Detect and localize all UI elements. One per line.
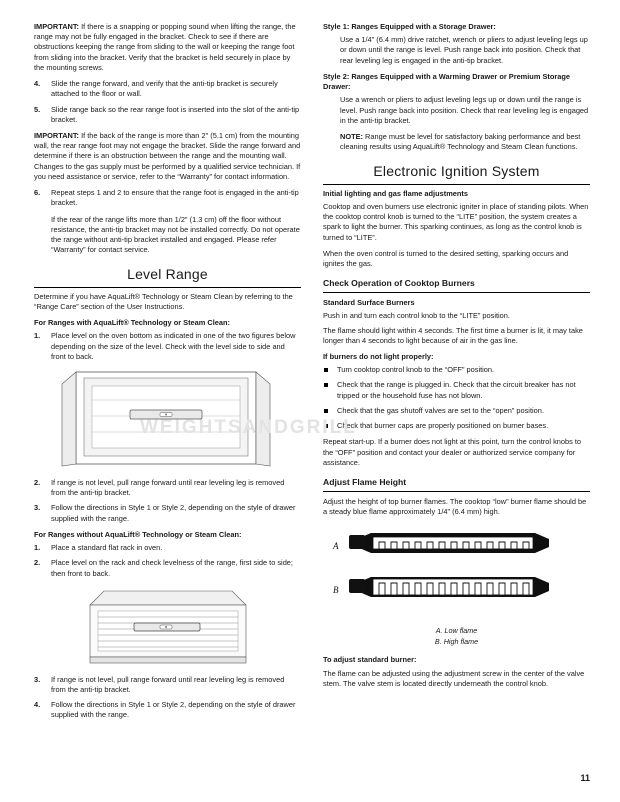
svg-text:A: A (333, 541, 339, 552)
style1-text: Use a 1/4" (6.4 mm) drive ratchet, wrench or pliers to adjust leveling legs up or down until the range is level. Push range back into position. Check that rear leveling leg is engaged in the anti-tip bracket. (340, 35, 588, 65)
steps-list-c (34, 331, 301, 362)
bullet-square-icon (324, 368, 328, 372)
burners-not-light-heading: If burners do not light properly: (323, 351, 434, 361)
list-item (34, 503, 301, 523)
list-item (323, 365, 590, 375)
oven-level-diagram-2 (34, 585, 301, 667)
step-number: 6. (34, 188, 41, 198)
watermark: WEIGHTSANDGRILL (140, 417, 357, 438)
page-number: 11 (580, 772, 590, 783)
step-number: 2. (34, 478, 41, 487)
standard-burners-p2: The flame should light within 4 seconds. The first time a burner is lit, it may take longer than 4 seconds to light because of air in the gas line. (323, 325, 583, 345)
bullet-square-icon (324, 383, 328, 387)
important-text-1: If there is a snapping or popping sound when lifting the range, the range may not be fully engaged in the bracket. Check to see if there are obstructions keeping the range from sliding to the wall or keeping the range foot from sliding into the bracket. Verify that the bracket is held securely in place by the mounting screws. (34, 22, 296, 72)
steps-list-a (34, 79, 301, 125)
style2-heading: Style 2: Ranges Equipped with a Warming Drawer or Premium Storage Drawer: (323, 71, 570, 92)
list-item (34, 105, 301, 125)
step-text: Follow the directions in Style 1 or Style 2, depending on the style of drawer supplied with the range. (51, 503, 296, 523)
steps-list-d (34, 478, 301, 524)
list-item (34, 558, 301, 578)
step-text: Slide the range forward, and verify that the anti-tip bracket is securely attached to the floor or wall. (51, 79, 278, 99)
initial-lighting-heading: Initial lighting and gas flame adjustments (323, 188, 468, 198)
right-column (323, 22, 590, 727)
oven-level-diagram-1 (34, 370, 301, 468)
initial-lighting-p2: When the oven control is turned to the desired setting, sparking occurs and ignites the gas. (323, 248, 569, 269)
adjust-standard-burner-heading: To adjust standard burner: (323, 655, 417, 665)
figure-caption-low-flame: A. Low flame (435, 626, 478, 636)
restart-paragraph: Repeat start-up. If a burner does not light at this point, turn the control knobs to the “OFF” position and contact your dealer or authorized service company for assistance. (323, 437, 582, 467)
list-item (323, 406, 590, 416)
step-number: 5. (34, 104, 41, 114)
list-item (34, 700, 301, 720)
step-number: 3. (34, 503, 41, 513)
svg-text:B: B (333, 585, 339, 596)
step-number: 1. (34, 543, 41, 553)
bullet-text: Check that the range is plugged in. Check that the circuit breaker has not tripped or the household fuse has not blown. (337, 380, 576, 400)
important-text-2: If the back of the range is more than 2" (5.1 cm) from the mounting wall, the rear range foot may not engage the bracket. Slide the range forward and determine if there is an obstruction between the range and the mounting wall. Changes to the gas supply must be performed by a qualified service technician. If you need assistance or service, refer to the “Warranty” for contact information. (34, 130, 301, 181)
burner-flame-figure (323, 523, 590, 622)
level-range-intro: Determine if you have AquaLift® Technology or Steam Clean by referring to the “Range Care” section of the User Instructions. (34, 291, 293, 311)
oven-level-figure-2 (34, 585, 301, 667)
step-text: Place a standard flat rack in oven. (51, 543, 163, 553)
burner-flame-diagram (323, 523, 590, 619)
note-after-step-6: If the rear of the range lifts more than 1/2" (1.3 cm) off the floor without resistance, the anti-tip bracket may not be installed correctly. Do not operate the range without anti-tip bracket installed and engaged. Please refer “Warranty” for contact service. (51, 214, 300, 255)
style2-text: Use a wrench or pliers to adjust leveling legs up or down until the range is level. Push range back into position. Check that rear leveling leg is engaged in the anti-tip bracket. (340, 95, 589, 125)
list-item (34, 188, 301, 208)
step-text: Follow the directions in Style 1 or Style 2, depending on the style of drawer supplied with the range. (51, 700, 296, 720)
important-label-1: IMPORTANT: (34, 22, 80, 31)
note-text: Range must be level for satisfactory baking performance and best cleaning results using AquaLift® Technology and Steam Clean functions. (340, 131, 581, 152)
section-title-level-range: Level Range (34, 265, 301, 287)
important-label-2: IMPORTANT: (34, 130, 80, 140)
step-text: If range is not level, pull range forward until rear leveling leg is removed from the anti-tip bracket. (51, 674, 285, 694)
step-number: 1. (34, 331, 41, 341)
list-item (323, 380, 590, 400)
steps-list-e (34, 543, 301, 579)
step-text: Place level on the oven bottom as indicated in one of the two figures below depending on the size of the level. Check with the level side to side and front to back. (51, 331, 296, 361)
bullet-text: Turn cooktop control knob to the “OFF” position. (337, 365, 495, 375)
section-title-electronic-ignition: Electronic Ignition System (323, 162, 590, 184)
step-text: If range is not level, pull range forward until rear leveling leg is removed from the anti-tip bracket. (51, 478, 285, 498)
list-item (34, 331, 301, 362)
flame-height-text: Adjust the height of top burner flames. The cooktop “low” burner flame should be a steady blue flame approximately 1/4" (6.4 mm) high. (323, 496, 587, 517)
important-paragraph-2 (34, 131, 301, 182)
standard-burners-p1: Push in and turn each control knob to the “LITE” position. (323, 311, 510, 321)
step-text: Slide range back so the rear range foot is inserted into the slot of the anti-tip bracket. (51, 104, 300, 124)
troubleshooting-bullets (323, 365, 590, 431)
style1-heading: Style 1: Ranges Equipped with a Storage Drawer: (323, 22, 496, 31)
adjust-standard-burner-text: The flame can be adjusted using the adjustment screw in the center of the valve stem. The valve stem is located directly underneath the control knob. (323, 668, 585, 688)
list-item (34, 675, 301, 695)
list-item (34, 478, 301, 498)
initial-lighting-p1: Cooktop and oven burners use electronic igniter in place of standing pilots. When the cooktop control knob is turned to the “LITE” position, the system creates a spark to light the burner. This sparking continues, as long as the control knob is turned to “LITE”. (323, 201, 589, 242)
oven-level-figure-1 (34, 370, 301, 468)
step-number: 4. (34, 700, 41, 710)
bullet-square-icon (324, 409, 328, 413)
step-text: Repeat steps 1 and 2 to ensure that the range foot is engaged in the anti-tip bracket. (51, 188, 299, 208)
list-item (323, 421, 590, 431)
heading-with-aqualift: For Ranges with AquaLift® Technology or Steam Clean: (34, 318, 230, 328)
list-item (34, 543, 301, 553)
check-operation-heading: Check Operation of Cooktop Burners (323, 278, 590, 293)
steps-list-b (34, 188, 301, 208)
important-paragraph-1 (34, 22, 301, 73)
step-number: 2. (34, 558, 41, 568)
bullet-text: Check that burner caps are properly positioned on burner bases. (337, 421, 549, 431)
step-text: Place level on the rack and check levelness of the range, first side to side; then front to back. (51, 558, 293, 578)
bullet-text: Check that the gas shutoff valves are set to the “open” position. (337, 405, 544, 415)
left-column (34, 22, 301, 727)
figure-caption-high-flame: B. High flame (434, 637, 479, 647)
step-number: 3. (34, 674, 41, 684)
two-column-layout (34, 22, 590, 727)
standard-surface-burners-heading: Standard Surface Burners (323, 298, 415, 308)
note-paragraph (323, 132, 590, 152)
heading-without-aqualift: For Ranges without AquaLift® Technology or Steam Clean: (34, 529, 242, 539)
bullet-square-icon (324, 424, 328, 428)
list-item (34, 79, 301, 99)
steps-list-f (34, 675, 301, 721)
step-number: 4. (34, 79, 41, 89)
note-label: NOTE: (340, 131, 363, 141)
adjust-flame-height-heading: Adjust Flame Height (323, 477, 590, 492)
